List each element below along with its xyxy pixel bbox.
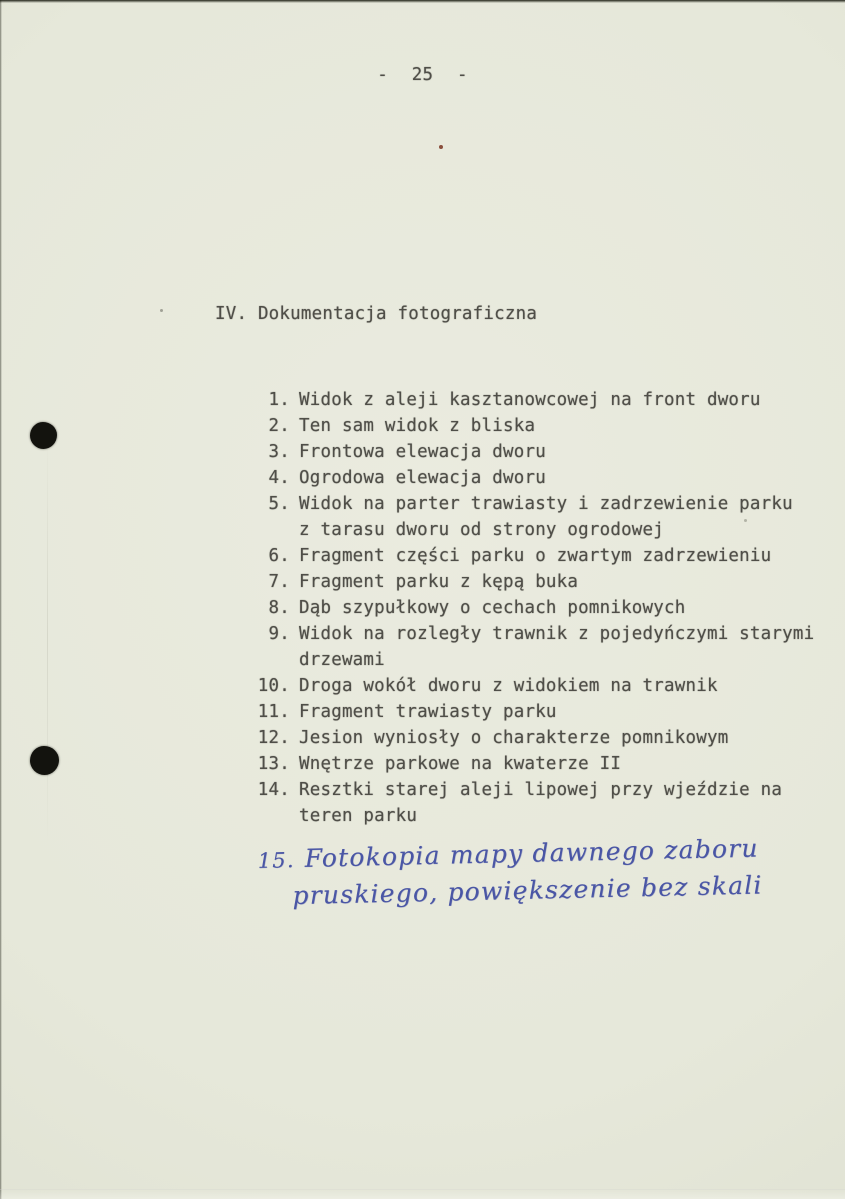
handwritten-text-line-1: Fotokopia mapy dawnego zaboru bbox=[304, 833, 759, 873]
list-item-number: 3. bbox=[268, 442, 290, 462]
list-item bbox=[250, 673, 790, 699]
scan-speck bbox=[439, 145, 443, 149]
list-item-text: Dąb szypułkowy o cechach pomnikowych bbox=[299, 598, 686, 618]
list-item-number: 6. bbox=[268, 546, 290, 566]
list-item bbox=[250, 439, 790, 465]
list-item-number: 2. bbox=[268, 416, 290, 436]
scan-speck bbox=[744, 519, 747, 522]
page-number: - 25 - bbox=[377, 65, 468, 85]
list-item-text: Widok z aleji kasztanowcowej na front dworu bbox=[299, 390, 761, 410]
list-item bbox=[250, 725, 790, 751]
list-item-text: Droga wokół dworu z widokiem na trawnik bbox=[299, 676, 718, 696]
handwritten-item-number: 15. bbox=[257, 848, 295, 873]
list-item bbox=[250, 465, 790, 491]
list-item-number: 7. bbox=[268, 572, 290, 592]
list-item-text: Fragment części parku o zwartym zadrzewieniu bbox=[299, 546, 772, 566]
list-item-text: Frontowa elewacja dworu bbox=[299, 442, 546, 462]
list-item bbox=[250, 751, 790, 777]
list-item bbox=[250, 543, 790, 569]
scan-edge-top bbox=[0, 0, 845, 3]
list-item-number: 5. bbox=[268, 494, 290, 514]
list-item-text: Ten sam widok z bliska bbox=[299, 416, 536, 436]
list-item bbox=[250, 699, 790, 725]
list-item-number: 11. bbox=[257, 702, 290, 722]
list-item-number: 12. bbox=[257, 728, 290, 748]
scan-edge-bottom bbox=[0, 1189, 845, 1199]
list-item-number: 8. bbox=[268, 598, 290, 618]
list-item-number: 1. bbox=[268, 390, 290, 410]
list-item-text: Wnętrze parkowe na kwaterze II bbox=[299, 754, 622, 774]
list-item-text: Fragment parku z kępą buka bbox=[299, 572, 579, 592]
list-item-number: 10. bbox=[257, 676, 290, 696]
paper-fold-line bbox=[47, 430, 48, 850]
list-item-text: Widok na rozległy trawnik z pojedyńczymi starymi drzewami bbox=[299, 624, 815, 670]
list-item-number: 13. bbox=[257, 754, 290, 774]
list-item bbox=[250, 621, 815, 673]
list-item-text: Ogrodowa elewacja dworu bbox=[299, 468, 546, 488]
list-item-text: Widok na parter trawiasty i zadrzewienie parku z tarasu dworu od strony ogrodowej bbox=[299, 494, 793, 540]
scan-edge-left bbox=[0, 0, 2, 1199]
list-item-text: Resztki starej aleji lipowej przy wjeździe na teren parku bbox=[299, 780, 783, 826]
list-item-number: 14. bbox=[257, 780, 290, 800]
list-item bbox=[250, 413, 790, 439]
list-item-number: 4. bbox=[268, 468, 290, 488]
punch-hole-top bbox=[30, 422, 57, 449]
handwritten-annotation bbox=[257, 830, 778, 914]
punch-hole-bottom bbox=[30, 746, 59, 775]
list-item bbox=[250, 595, 790, 621]
list-item bbox=[250, 569, 790, 595]
photo-list bbox=[250, 387, 815, 829]
scan-speck bbox=[160, 309, 163, 312]
list-item bbox=[250, 777, 790, 829]
list-item bbox=[250, 491, 793, 543]
handwritten-text-line-2: pruskiego, powiększenie bez skali bbox=[292, 870, 763, 911]
list-item bbox=[250, 387, 790, 413]
list-item-text: Fragment trawiasty parku bbox=[299, 702, 557, 722]
list-item-text: Jesion wyniosły o charakterze pomnikowym bbox=[299, 728, 729, 748]
section-heading: IV. Dokumentacja fotograficzna bbox=[215, 304, 538, 324]
list-item-number: 9. bbox=[268, 624, 290, 644]
